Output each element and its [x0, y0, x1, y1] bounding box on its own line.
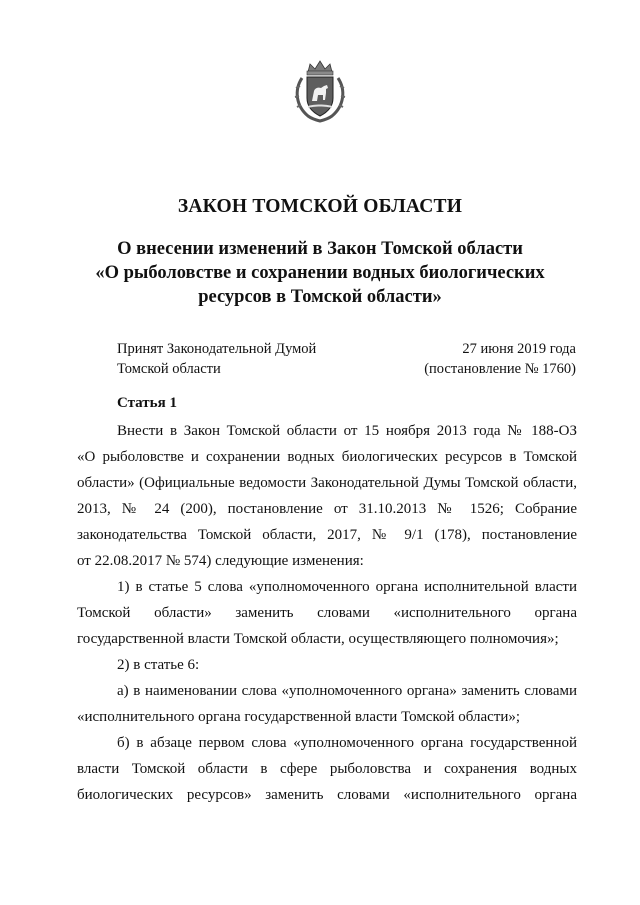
text-line: от 22.08.2017 № 574) следующие изменения: [77, 553, 364, 569]
document-subtitle [0, 237, 640, 309]
document-title: ЗАКОН ТОМСКОЙ ОБЛАСТИ [177, 196, 463, 217]
adoption-body-line: Томской области [117, 361, 221, 377]
text-line: 1) в статье 5 слова «уполномоченного органа исполнительной власти [117, 579, 577, 595]
text-line: «О рыболовстве и сохранении водных биологических ресурсов в Томской [77, 449, 577, 465]
text-line: а) в наименовании слова «уполномоченного органа» заменить словами [117, 683, 577, 699]
resolution-number: (постановление № 1760) [424, 361, 576, 377]
article-heading: Статья 1 [117, 395, 177, 411]
text-line: Внести в Закон Томской области от 15 ноября 2013 года № 188-ОЗ [117, 423, 577, 439]
adoption-date [424, 339, 576, 379]
coat-of-arms-icon [292, 58, 348, 124]
text-line: биологических ресурсов» заменить словами «исполнительного органа [77, 787, 577, 803]
text-line: 2013, № 24 (200), постановление от 31.10.2013 № 1526; Собрание [77, 501, 577, 517]
subtitle-line: О внесении изменений в Закон Томской области [117, 239, 523, 259]
text-line: «исполнительного органа государственной власти Томской области»; [77, 709, 521, 725]
adoption-body [117, 339, 316, 379]
text-line: Томской области» заменить словами «исполнительного органа [77, 605, 577, 621]
adoption-body-line: Принят Законодательной Думой [117, 341, 317, 357]
text-line: 2) в статье 6: [117, 657, 200, 673]
subtitle-line: «О рыболовстве и сохранении водных биологических [95, 263, 545, 283]
text-line: государственной власти Томской области, осуществляющего полномочия»; [77, 631, 559, 647]
text-line: области» (Официальные ведомости Законодательной Думы Томской области, [77, 475, 577, 491]
text-line: власти Томской области в сфере рыболовства и сохранения водных [77, 761, 577, 777]
article-body [77, 418, 577, 808]
text-line: б) в абзаце первом слова «уполномоченного органа государственной [117, 735, 577, 751]
adoption-date-line: 27 июня 2019 года [462, 341, 576, 357]
subtitle-line: ресурсов в Томской области» [198, 287, 442, 307]
text-line: законодательства Томской области, 2017, № 9/1 (178), постановление [77, 527, 577, 543]
